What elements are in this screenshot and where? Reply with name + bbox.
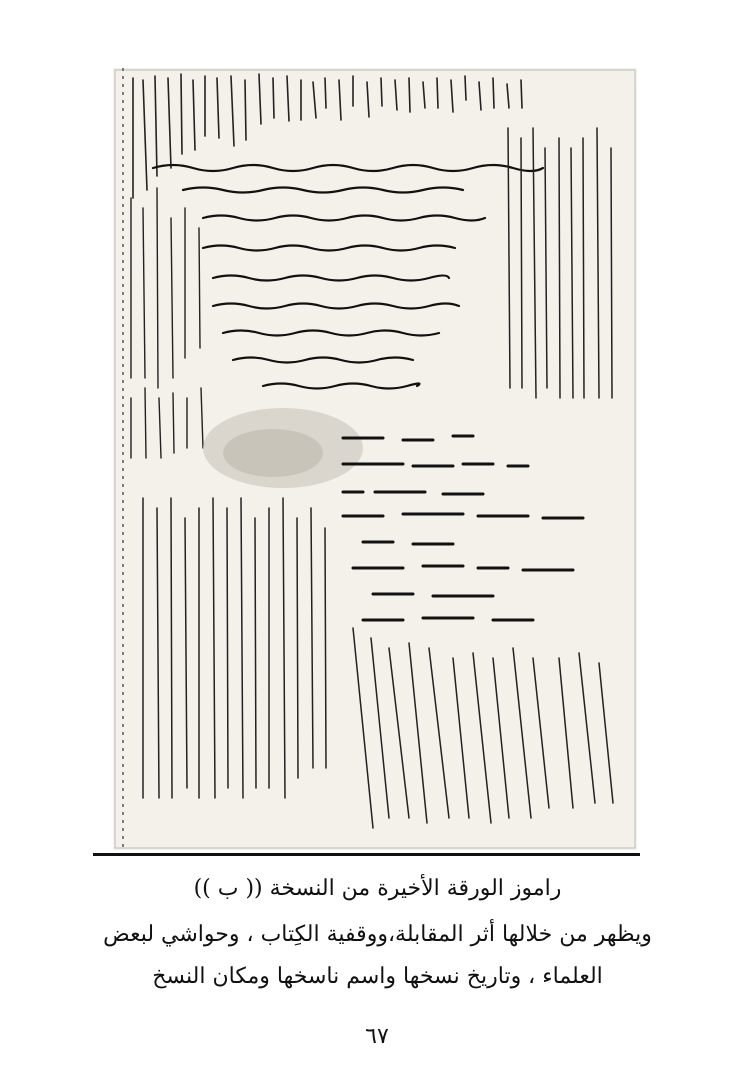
caption-title: راموز الورقة الأخيرة من النسخة (( ب ))	[193, 876, 562, 901]
manuscript-image	[113, 68, 637, 850]
page-number: ٦٧	[365, 1024, 389, 1049]
horizontal-rule	[93, 853, 640, 856]
manuscript-image-icon	[113, 68, 637, 850]
caption-line-2: ويظهر من خلالها أثر المقابلة،ووقفية الكِتاب ، وحواشي لبعض	[103, 922, 652, 947]
caption-line-3: العلماء ، وتاريخ نسخها واسم ناسخها ومكان النسخ	[152, 964, 603, 989]
